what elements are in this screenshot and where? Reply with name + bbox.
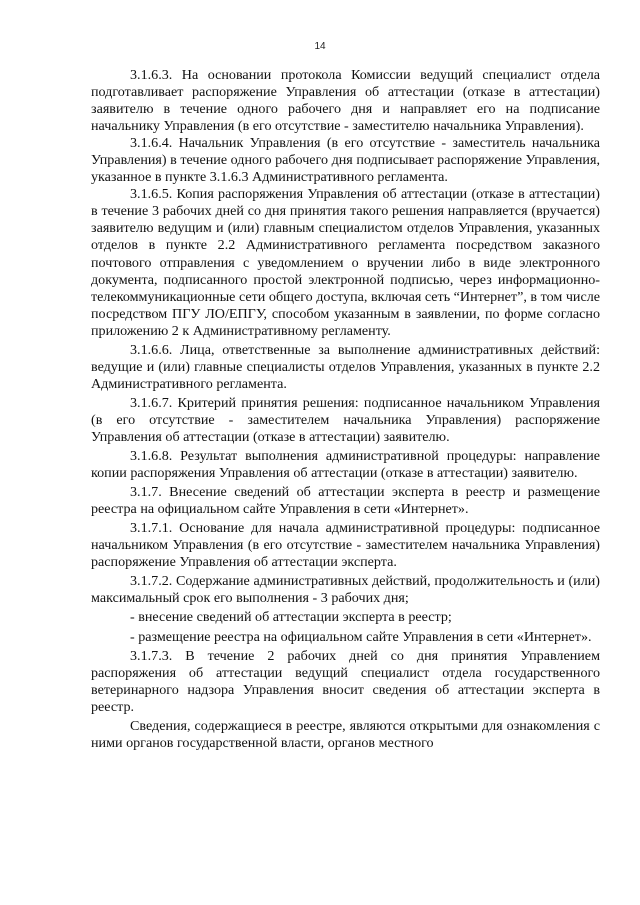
paragraph-3-1-6-5: 3.1.6.5. Копия распоряжения Управления об аттестации (отказе в аттестации) в течение 3 рабочих дней со дня принятия такого решения направляется (вручается) заявителю ведущим и (или) главным специалистом отделов Управления, указанных отделов в пункте 2.2 Административного регламента посредством заказного почтового отправления с уведомлением о вручении либо в виде электронного документа, подписанного простой электронной подписью, через информационно-телекоммуникационные сети общего доступа, включая сеть “Интернет”, в том числе посредством ПГУ ЛО/ЕПГУ, способом указанным в заявлении, по форме согласно приложению 2 к Административному регламенту.: [91, 186, 600, 339]
paragraph-3-1-6-3: 3.1.6.3. На основании протокола Комиссии ведущий специалист отдела подготавливает распоряжение Управления об аттестации (отказе в аттестации) заявителю в течение одного рабочего дня и направляет его на подписание начальнику Управления (в его отсутствие - заместителю начальника Управления).: [91, 67, 600, 135]
list-item-registry-entry: - внесение сведений об аттестации эксперта в реестр;: [130, 609, 452, 626]
paragraph-3-1-6-4: 3.1.6.4. Начальник Управления (в его отсутствие - заместитель начальника Управления) в течение одного рабочего дня подписывает распоряжение Управления, указанное в пункте 3.1.6.3 Административного регламента.: [91, 135, 600, 186]
paragraph-3-1-7: 3.1.7. Внесение сведений об аттестации эксперта в реестр и размещение реестра на официальном сайте Управления в сети «Интернет».: [91, 484, 600, 518]
paragraph-3-1-7-3: 3.1.7.3. В течение 2 рабочих дней со дня принятия Управлением распоряжения об аттестации ведущий специалист отдела государственного ветеринарного надзора Управления вносит сведения об аттестации эксперта в реестр.: [91, 647, 600, 715]
paragraph-3-1-6-8: 3.1.6.8. Результат выполнения административной процедуры: направление копии распоряжения Управления об аттестации (отказе в аттестации) заявителю.: [91, 448, 600, 482]
paragraph-3-1-6-7: 3.1.6.7. Критерий принятия решения: подписанное начальником Управления (в его отсутствие - заместителем начальника Управления) распоряжение Управления об аттестации (отказе в аттестации) заявителю.: [91, 394, 600, 445]
paragraph-registry-openness: Сведения, содержащиеся в реестре, являются открытыми для ознакомления с ними органов государственной власти, органов местного: [91, 717, 600, 751]
paragraph-3-1-7-2: 3.1.7.2. Содержание административных действий, продолжительность и (или) максимальный срок его выполнения - 3 рабочих дня;: [91, 573, 600, 607]
page-number: 14: [314, 41, 326, 52]
paragraph-3-1-7-1: 3.1.7.1. Основание для начала административной процедуры: подписанное начальником Управления (в его отсутствие - заместителем начальника Управления) распоряжение Управления об аттестации эксперта.: [91, 520, 600, 571]
list-item-registry-publication: - размещение реестра на официальном сайте Управления в сети «Интернет».: [130, 628, 592, 645]
paragraph-3-1-6-6: 3.1.6.6. Лица, ответственные за выполнение административных действий: ведущие и (или) главные специалисты отделов Управления, указанных в пункте 2.2 Административного регламента.: [91, 341, 600, 392]
document-body: [91, 67, 600, 752]
